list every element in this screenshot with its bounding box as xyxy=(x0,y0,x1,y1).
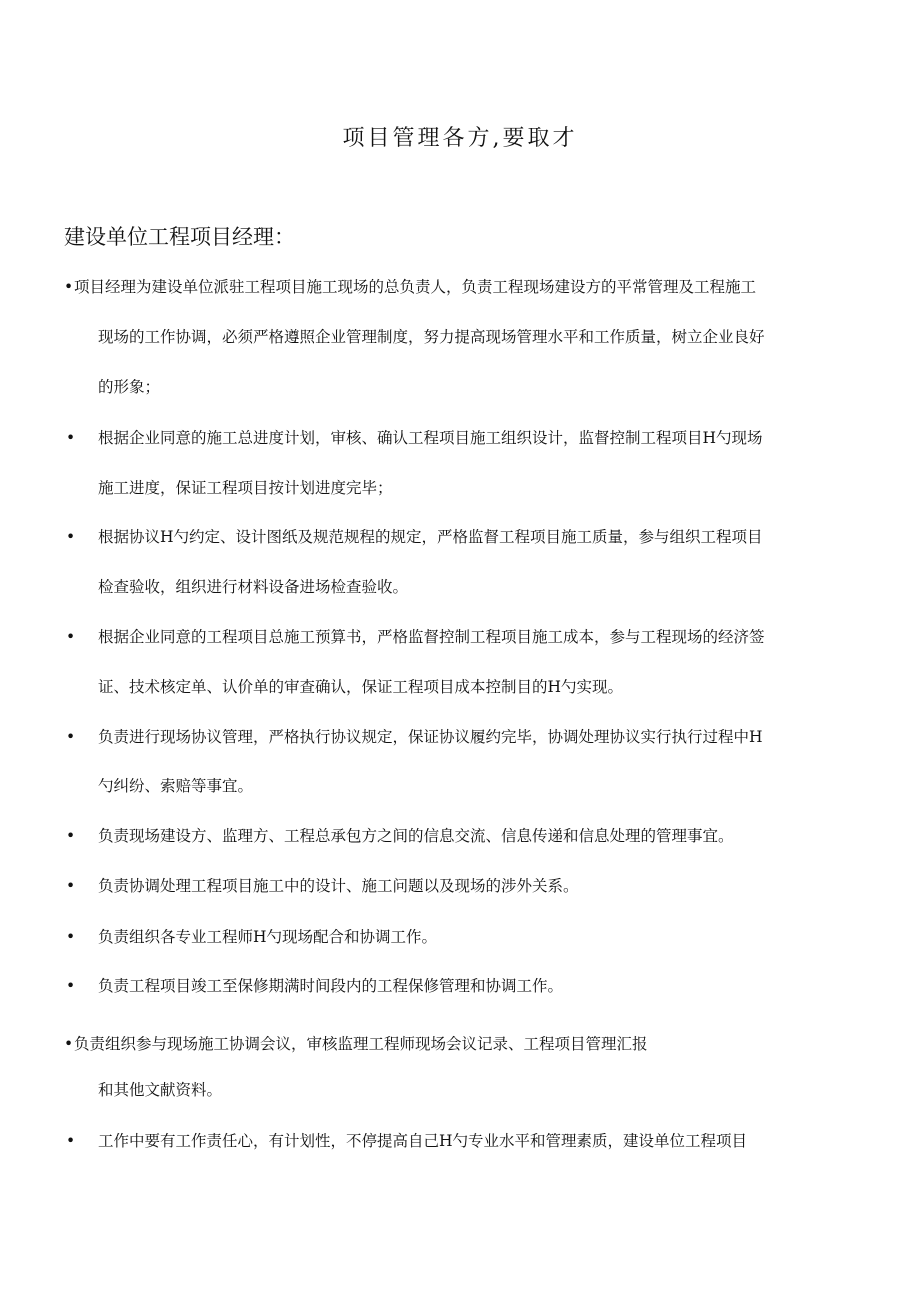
list-item-line: 和其他文献资料。 xyxy=(98,1081,223,1099)
list-item-line: 负责协调处理工程项目施工中的设计、施工问题以及现场的涉外关系。 xyxy=(98,877,579,895)
list-item-line: 负责组织各专业工程师H勺现场配合和协调工作。 xyxy=(98,928,438,946)
document-title: 项目管理各方,要取才 xyxy=(342,126,578,151)
bullet-marker: • xyxy=(66,429,76,447)
bullet-marker: • xyxy=(66,628,76,646)
bullet-marker: • xyxy=(66,827,76,845)
bullet-marker: • xyxy=(66,1132,76,1150)
bullet-marker: • xyxy=(66,728,76,746)
list-item-line: 负责现场建设方、监理方、工程总承包方之间的信息交流、信息传递和信息处理的管理事宜。 xyxy=(98,827,734,845)
bullet-marker: • xyxy=(64,278,74,296)
list-item-line: 根据企业同意的施工总进度计划，审核、确认工程项目施工组织设计，监督控制工程项目H勺现场 xyxy=(98,429,763,447)
list-item-line: 证、技术核定单、认价单的审查确认，保证工程项目成本控制目的H勺实现。 xyxy=(98,678,624,696)
bullet-marker: • xyxy=(66,877,76,895)
bullet-marker: • xyxy=(66,528,76,546)
list-item-line: 负责组织参与现场施工协调会议，审核监理工程师现场会议记录、工程项目管理汇报 xyxy=(74,1035,648,1053)
list-item-line: 根据协议H勺约定、设计图纸及规范规程的规定，严格监督工程项目施工质量，参与组织工程项目 xyxy=(98,528,763,546)
bullet-marker: • xyxy=(66,928,76,946)
list-item-line: 项目经理为建设单位派驻工程项目施工现场的总负责人，负责工程现场建设方的平常管理及工程施工 xyxy=(74,278,757,296)
list-item-line: 的形象； xyxy=(98,378,161,396)
list-item-line: 工作中要有工作责任心，有计划性，不停提高自己H勺专业水平和管理素质，建设单位工程项目 xyxy=(98,1132,748,1150)
list-item-line: 检查验收，组织进行材料设备进场检查验收。 xyxy=(98,578,409,596)
list-item-line: 负责进行现场协议管理，严格执行协议规定，保证协议履约完毕，协调处理协议实行执行过程中H xyxy=(98,728,763,746)
bullet-marker: • xyxy=(66,977,76,995)
bullet-marker: • xyxy=(64,1035,74,1053)
list-item-line: 勺纠纷、索赔等事宜。 xyxy=(98,777,254,795)
list-item-line: 根据企业同意的工程项目总施工预算书，严格监督控制工程项目施工成本，参与工程现场的经济签 xyxy=(98,628,765,646)
list-item-line: 现场的工作协调，必须严格遵照企业管理制度，努力提高现场管理水平和工作质量，树立企业良好 xyxy=(98,328,765,346)
list-item-line: 施工进度，保证工程项目按计划进度完毕； xyxy=(98,479,393,497)
section-heading: 建设单位工程项目经理： xyxy=(64,225,295,249)
list-item-line: 负责工程项目竣工至保修期满时间段内的工程保修管理和协调工作。 xyxy=(98,977,564,995)
